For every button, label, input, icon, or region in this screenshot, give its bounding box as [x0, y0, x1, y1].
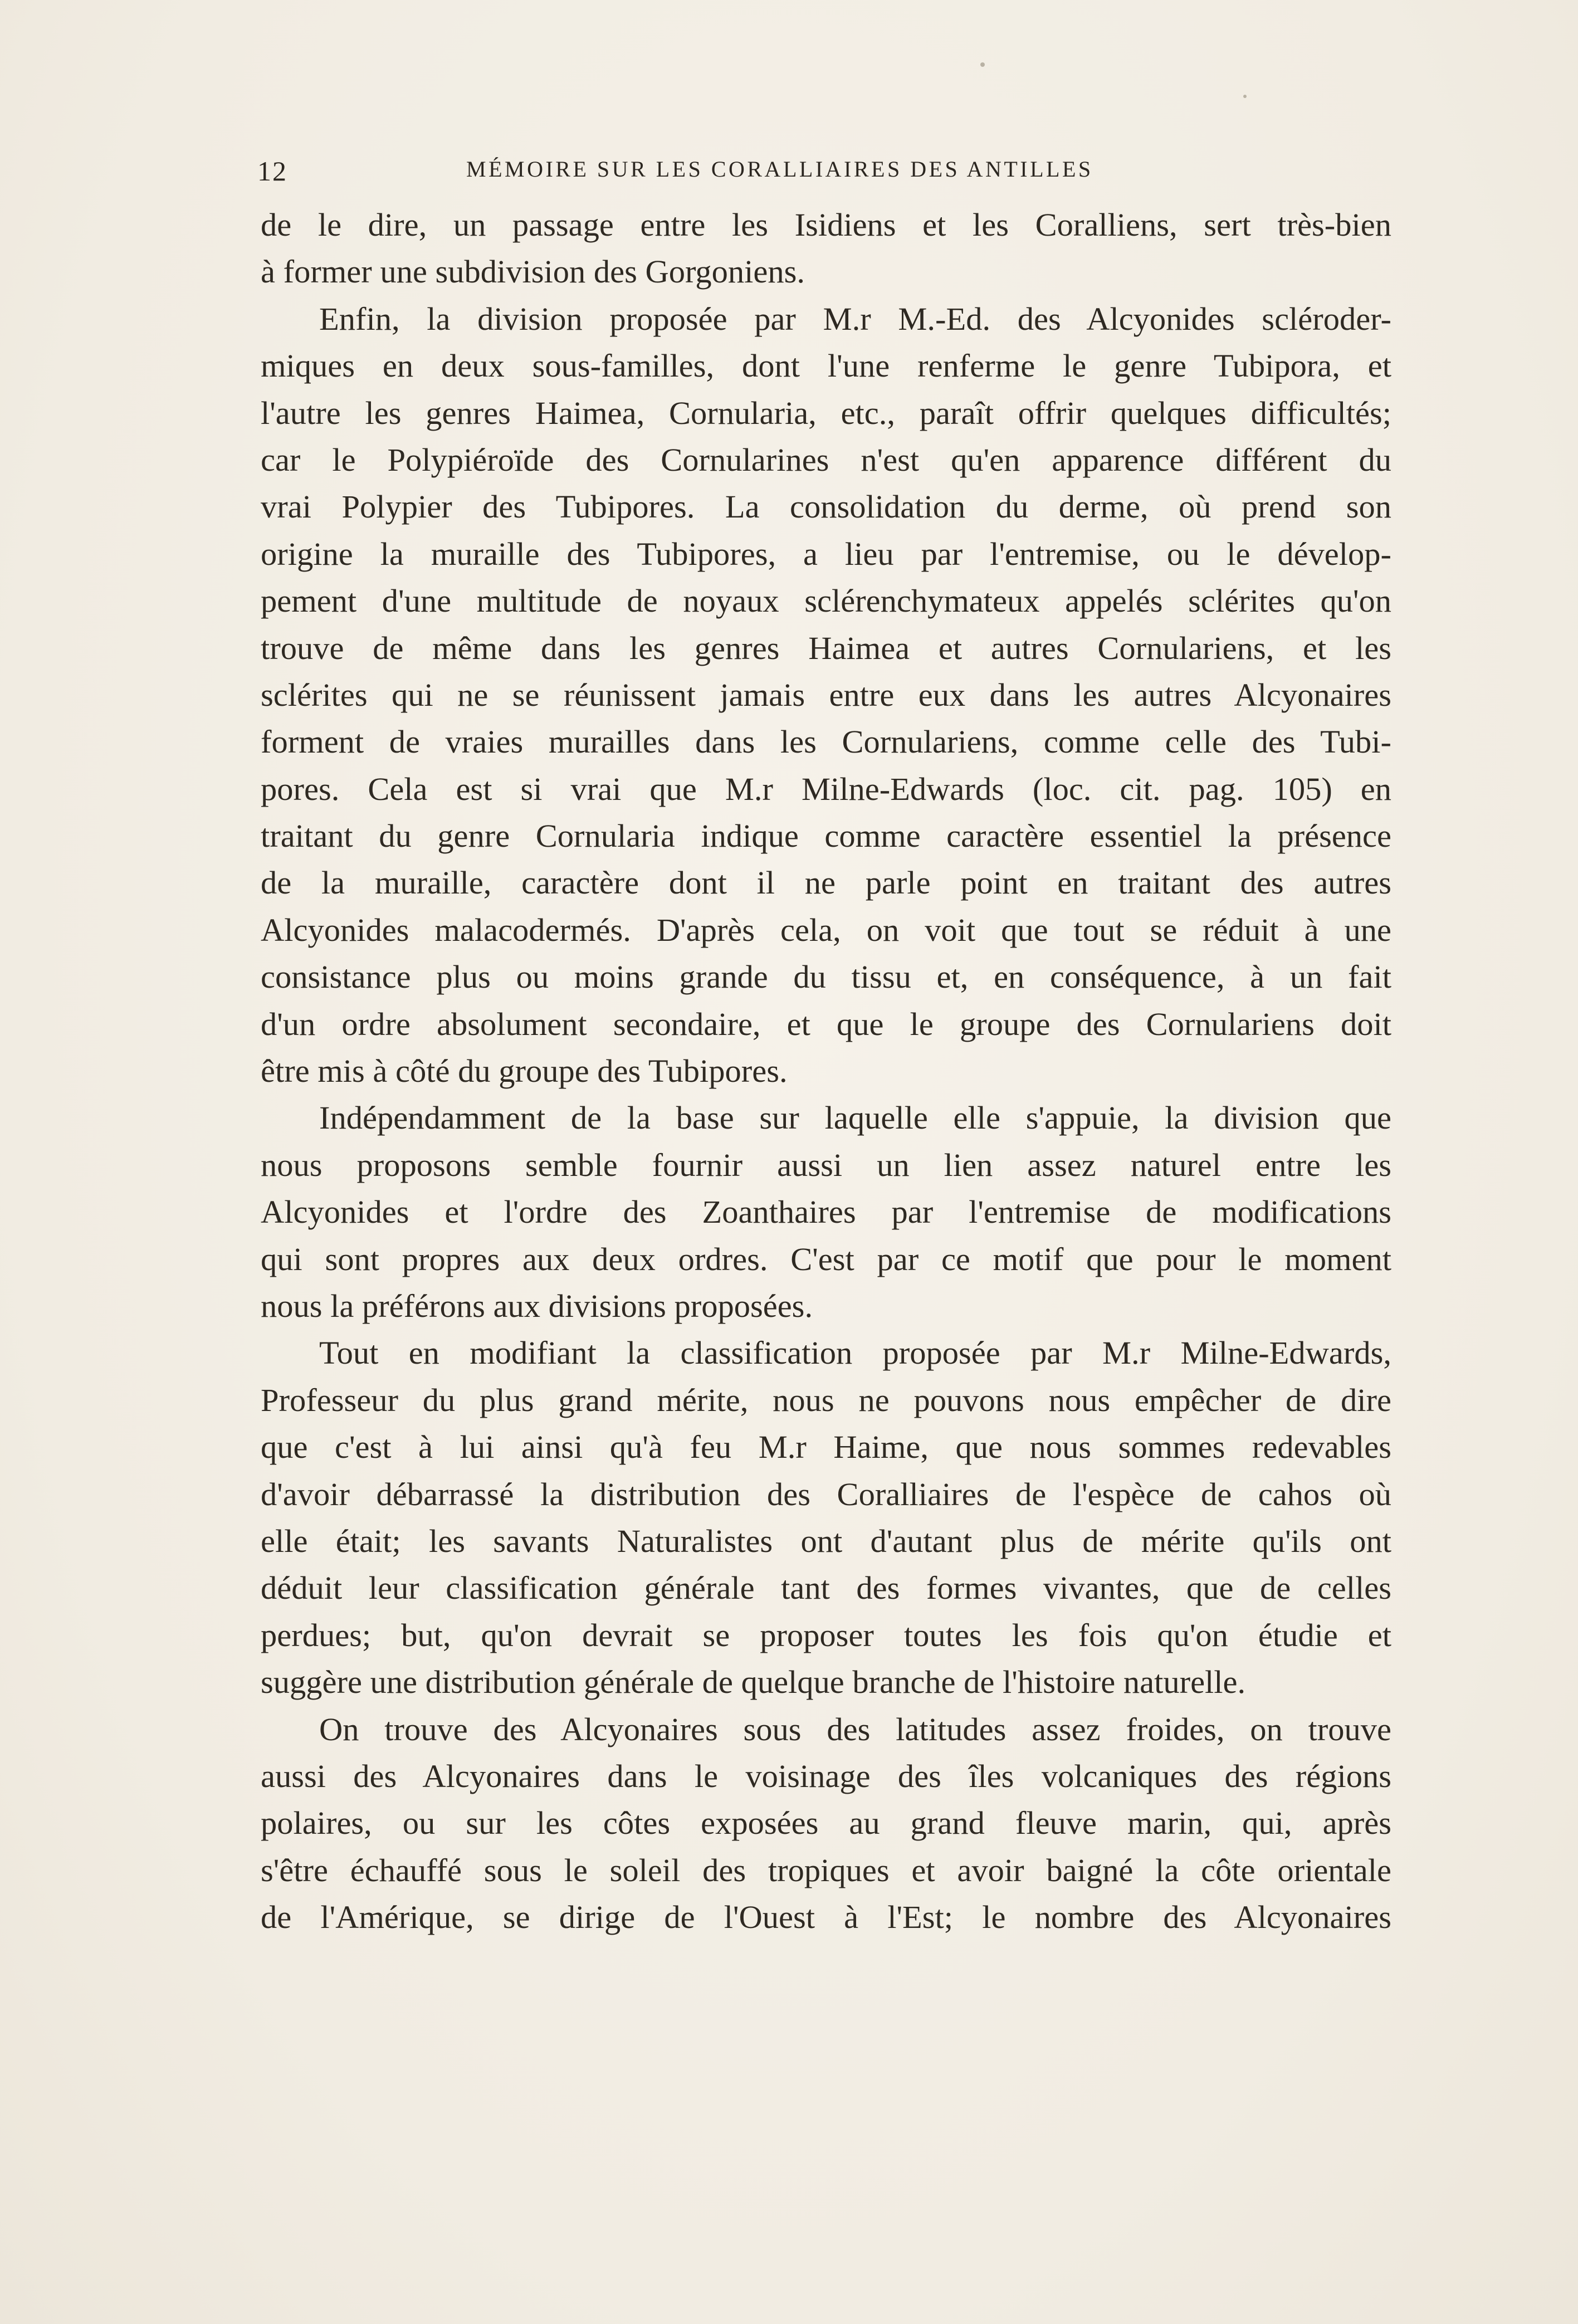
text-line: polaires, ou sur les côtes exposées au grand fleuve marin, qui, après — [261, 1805, 1391, 1842]
text-line: que c'est à lui ainsi qu'à feu M.r Haime, que nous sommes redevables — [261, 1429, 1391, 1466]
text-line: elle était; les savants Naturalistes ont d'autant plus de mérite qu'ils ont — [261, 1522, 1391, 1559]
text-line: forment de vraies murailles dans les Cornulariens, comme celle des Tubi- — [261, 724, 1391, 760]
text-line: On trouve des Alcyonaires sous des latitudes assez froides, on trouve — [319, 1711, 1391, 1747]
text-line: car le Polypiéroïde des Cornularines n'est qu'en apparence différent du — [261, 441, 1391, 478]
text-line: origine la muraille des Tubipores, a lieu par l'entremise, ou le dévelop- — [261, 535, 1391, 572]
text-line: Tout en modifiant la classification proposée par M.r Milne-Edwards, — [319, 1335, 1391, 1371]
text-line: pores. Cela est si vrai que M.r Milne-Edwards (loc. cit. pag. 105) en — [261, 770, 1391, 807]
text-line: suggère une distribution générale de quelque branche de l'histoire naturelle. — [261, 1664, 1246, 1701]
text-line: Alcyonides et l'ordre des Zoanthaires par l'entremise de modifications — [261, 1194, 1391, 1231]
text-line: Professeur du plus grand mérite, nous ne pouvons nous empêcher de dire — [261, 1381, 1391, 1418]
text-line: consistance plus ou moins grande du tissu et, en conséquence, à un fait — [261, 959, 1391, 995]
text-line: sclérites qui ne se réunissent jamais entre eux dans les autres Alcyonaires — [261, 676, 1391, 713]
text-line: vrai Polypier des Tubipores. La consolidation du derme, où prend son — [261, 489, 1391, 525]
text-line: aussi des Alcyonaires dans le voisinage des îles volcaniques des régions — [261, 1757, 1391, 1794]
body-text — [261, 202, 1391, 1941]
text-line: à former une subdivision des Gorgoniens. — [261, 253, 805, 290]
page-number: 12 — [257, 155, 287, 187]
text-line: de la muraille, caractère dont il ne parle point en traitant des autres — [261, 865, 1391, 901]
text-line: perdues; but, qu'on devrait se proposer toutes les fois qu'on étudie et — [261, 1617, 1391, 1653]
text-line: trouve de même dans les genres Haimea et autres Cornulariens, et les — [261, 629, 1391, 666]
text-line: d'un ordre absolument secondaire, et que le groupe des Cornulariens doit — [261, 1005, 1391, 1042]
text-line: pement d'une multitude de noyaux sclérenchymateux appelés sclérites qu'on — [261, 583, 1391, 619]
paper-speck — [980, 62, 985, 67]
running-title: MÉMOIRE SUR LES CORALLIAIRES DES ANTILLES — [466, 157, 1093, 182]
text-line: de le dire, un passage entre les Isidiens et les Coralliens, sert très-bien — [261, 207, 1391, 243]
text-line: miques en deux sous-familles, dont l'une renferme le genre Tubipora, et — [261, 348, 1391, 384]
text-line: s'être échauffé sous le soleil des tropiques et avoir baigné la côte orientale — [261, 1852, 1391, 1888]
text-line: nous proposons semble fournir aussi un lien assez naturel entre les — [261, 1146, 1391, 1183]
text-line: d'avoir débarrassé la distribution des Coralliaires de l'espèce de cahos où — [261, 1476, 1391, 1512]
text-line: Alcyonides malacodermés. D'après cela, on voit que tout se réduit à une — [261, 911, 1391, 948]
text-line: l'autre les genres Haimea, Cornularia, etc., paraît offrir quelques difficultés; — [261, 394, 1391, 431]
text-line: Indépendamment de la base sur laquelle elle s'appuie, la division que — [319, 1100, 1391, 1136]
text-line: qui sont propres aux deux ordres. C'est par ce motif que pour le moment — [261, 1241, 1391, 1277]
text-line: Enfin, la division proposée par M.r M.-Ed. des Alcyonides scléroder- — [319, 300, 1391, 337]
text-line: de l'Amérique, se dirige de l'Ouest à l'Est; le nombre des Alcyonaires — [261, 1899, 1391, 1936]
text-line: déduit leur classification générale tant des formes vivantes, que de celles — [261, 1570, 1391, 1607]
text-line: traitant du genre Cornularia indique comme caractère essentiel la présence — [261, 818, 1391, 855]
paper-speck — [1243, 95, 1247, 98]
text-line: être mis à côté du groupe des Tubipores. — [261, 1053, 788, 1090]
page-header — [257, 150, 1176, 195]
text-line: nous la préférons aux divisions proposées. — [261, 1287, 813, 1324]
